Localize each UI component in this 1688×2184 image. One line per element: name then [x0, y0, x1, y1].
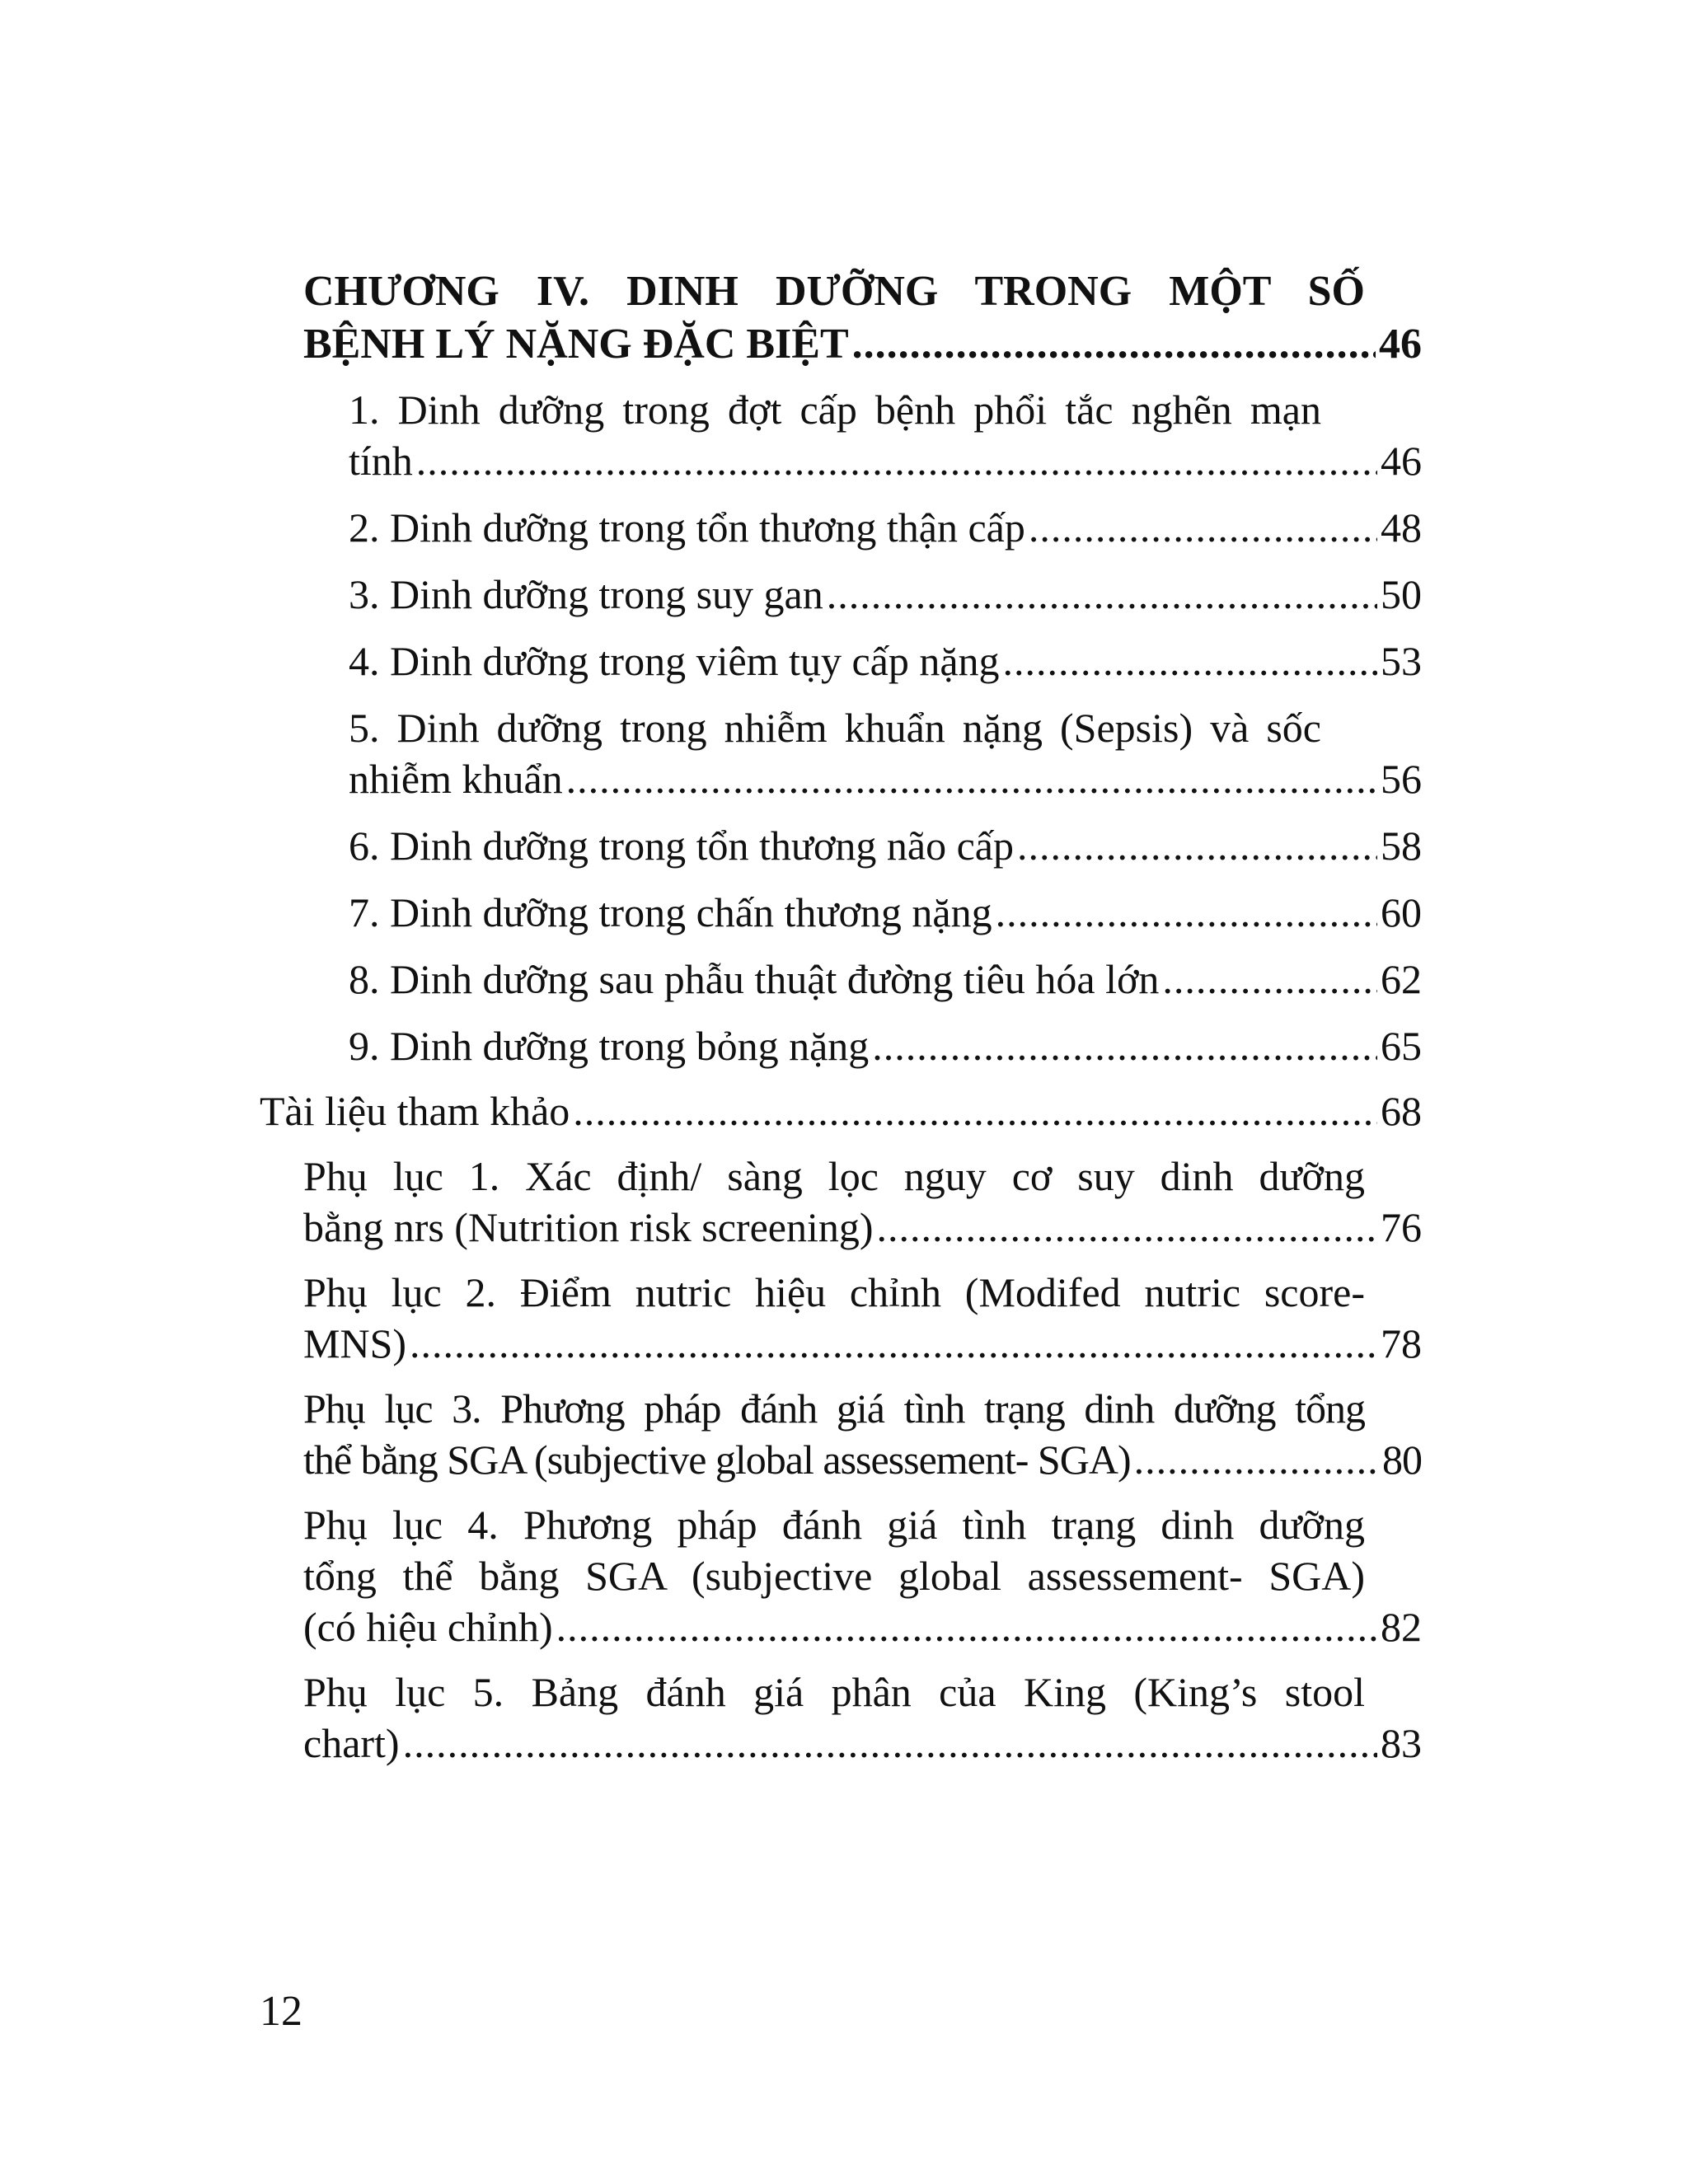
- toc-section-9[interactable]: [260, 1020, 1422, 1071]
- appendix-title-text: MNS): [303, 1320, 407, 1366]
- page-ref: 50: [1381, 571, 1422, 617]
- appendix-title-line-1: Phụ lục 2. Điểm nutric hiệu chỉnh (Modifed nutric score-: [303, 1269, 1365, 1315]
- section-title-text: 3. Dinh dưỡng trong suy gan: [349, 571, 823, 617]
- page-ref: 53: [1381, 638, 1422, 684]
- dot-leader: [403, 1718, 1377, 1769]
- table-of-contents: [260, 265, 1422, 1769]
- chapter-title-line-1: CHƯƠNG IV. DINH DƯỠNG TRONG MỘT SỐ: [303, 268, 1365, 315]
- section-title-line-1: 5. Dinh dưỡng trong nhiễm khuẩn nặng (Sepsis) và sốc: [349, 705, 1321, 751]
- dot-leader: [996, 887, 1377, 938]
- appendix-title-line-1: Phụ lục 4. Phương pháp đánh giá tình trạng dinh dưỡng: [303, 1502, 1365, 1548]
- references-title: Tài liệu tham khảo: [260, 1088, 570, 1134]
- page-ref: 76: [1381, 1204, 1422, 1250]
- appendix-title-line-2: [303, 1718, 1422, 1769]
- page-ref: 48: [1381, 504, 1422, 551]
- toc-appendix-4[interactable]: [260, 1499, 1422, 1652]
- page-ref: 65: [1381, 1023, 1422, 1069]
- page-ref: 60: [1381, 889, 1422, 935]
- page-ref: 46: [1381, 438, 1422, 484]
- section-title-text: 4. Dinh dưỡng trong viêm tụy cấp nặng: [349, 638, 1000, 684]
- dot-leader: [852, 318, 1376, 371]
- page-ref: 58: [1381, 823, 1422, 869]
- toc-appendix-2[interactable]: [260, 1267, 1422, 1369]
- page-ref: 80: [1382, 1436, 1422, 1483]
- page-ref: 68: [1381, 1088, 1422, 1134]
- toc-section-7[interactable]: [260, 887, 1422, 938]
- toc-references[interactable]: [260, 1085, 1422, 1137]
- section-title-line: [349, 954, 1422, 1005]
- section-title-line: [349, 1020, 1422, 1071]
- appendix-title-line-2: [303, 1318, 1422, 1369]
- section-title-text: tính: [349, 438, 413, 484]
- section-title-text: 9. Dinh dưỡng trong bỏng nặng: [349, 1023, 870, 1069]
- dot-leader: [566, 753, 1377, 804]
- toc-appendix-1[interactable]: [260, 1151, 1422, 1253]
- dot-leader: [410, 1318, 1377, 1369]
- section-title-text: 7. Dinh dưỡng trong chấn thương nặng: [349, 889, 992, 935]
- toc-section-1[interactable]: [260, 384, 1422, 486]
- toc-appendix-5[interactable]: [260, 1666, 1422, 1769]
- toc-section-3[interactable]: [260, 569, 1422, 620]
- section-title-text: 6. Dinh dưỡng trong tổn thương não cấp: [349, 823, 1014, 869]
- section-title-text: 8. Dinh dưỡng sau phẫu thuật đường tiêu hóa lớn: [349, 956, 1160, 1002]
- page-ref: 83: [1381, 1720, 1422, 1766]
- page-ref: 82: [1381, 1604, 1422, 1650]
- section-title-line-1: 1. Dinh dưỡng trong đợt cấp bệnh phổi tắc nghẽn mạn: [349, 387, 1321, 433]
- appendix-title-line-2: tổng thể bằng SGA (subjective global assessement- SGA): [303, 1553, 1365, 1599]
- page-number: 12: [260, 1988, 302, 2035]
- appendix-title-line-1: Phụ lục 3. Phương pháp đánh giá tình trạng dinh dưỡng tổng: [303, 1385, 1365, 1432]
- dot-leader: [877, 1202, 1377, 1253]
- toc-appendix-3[interactable]: [260, 1383, 1422, 1485]
- appendix-title-text: chart): [303, 1720, 400, 1766]
- section-title-line: [349, 502, 1422, 553]
- appendix-title-line-1: Phụ lục 5. Bảng đánh giá phân của King (King’s stool: [303, 1669, 1365, 1715]
- appendix-title-line-2: [303, 1434, 1422, 1485]
- dot-leader: [556, 1601, 1377, 1652]
- toc-section-8[interactable]: [260, 954, 1422, 1005]
- dot-leader: [1029, 502, 1377, 553]
- toc-section-4[interactable]: [260, 635, 1422, 687]
- section-title-line: [349, 887, 1422, 938]
- dot-leader: [1017, 820, 1377, 871]
- dot-leader: [416, 435, 1377, 486]
- toc-section-5[interactable]: [260, 702, 1422, 804]
- appendix-title-text: (có hiệu chỉnh): [303, 1604, 553, 1650]
- dot-leader: [1134, 1434, 1379, 1485]
- section-title-line: [349, 635, 1422, 687]
- page-ref: 56: [1381, 756, 1422, 802]
- dot-leader: [872, 1020, 1377, 1071]
- section-title-text: 2. Dinh dưỡng trong tổn thương thận cấp: [349, 504, 1025, 551]
- page-ref: 46: [1379, 321, 1422, 368]
- section-title-line: [349, 820, 1422, 871]
- appendix-title-line-3: [303, 1601, 1422, 1652]
- toc-chapter-4[interactable]: [260, 265, 1422, 371]
- appendix-title-line-1: Phụ lục 1. Xác định/ sàng lọc nguy cơ suy dinh dưỡng: [303, 1153, 1365, 1199]
- dot-leader: [573, 1085, 1377, 1137]
- page-ref: 78: [1381, 1320, 1422, 1366]
- chapter-title-text: BỆNH LÝ NẶNG ĐẶC BIỆT: [303, 321, 849, 368]
- dot-leader: [1162, 954, 1377, 1005]
- page-ref: 62: [1381, 956, 1422, 1002]
- appendix-title-text: bằng nrs (Nutrition risk screening): [303, 1204, 874, 1250]
- section-title-text: nhiễm khuẩn: [349, 756, 563, 802]
- chapter-title-line-2: [303, 318, 1422, 371]
- dot-leader: [1003, 635, 1377, 687]
- references-line: [260, 1085, 1422, 1137]
- section-title-line: [349, 569, 1422, 620]
- toc-section-6[interactable]: [260, 820, 1422, 871]
- appendix-title-text: thể bằng SGA (subjective global assessement- SGA): [303, 1436, 1131, 1483]
- section-title-line-2: [349, 435, 1422, 486]
- toc-section-2[interactable]: [260, 502, 1422, 553]
- dot-leader: [827, 569, 1377, 620]
- section-title-line-2: [349, 753, 1422, 804]
- appendix-title-line-2: [303, 1202, 1422, 1253]
